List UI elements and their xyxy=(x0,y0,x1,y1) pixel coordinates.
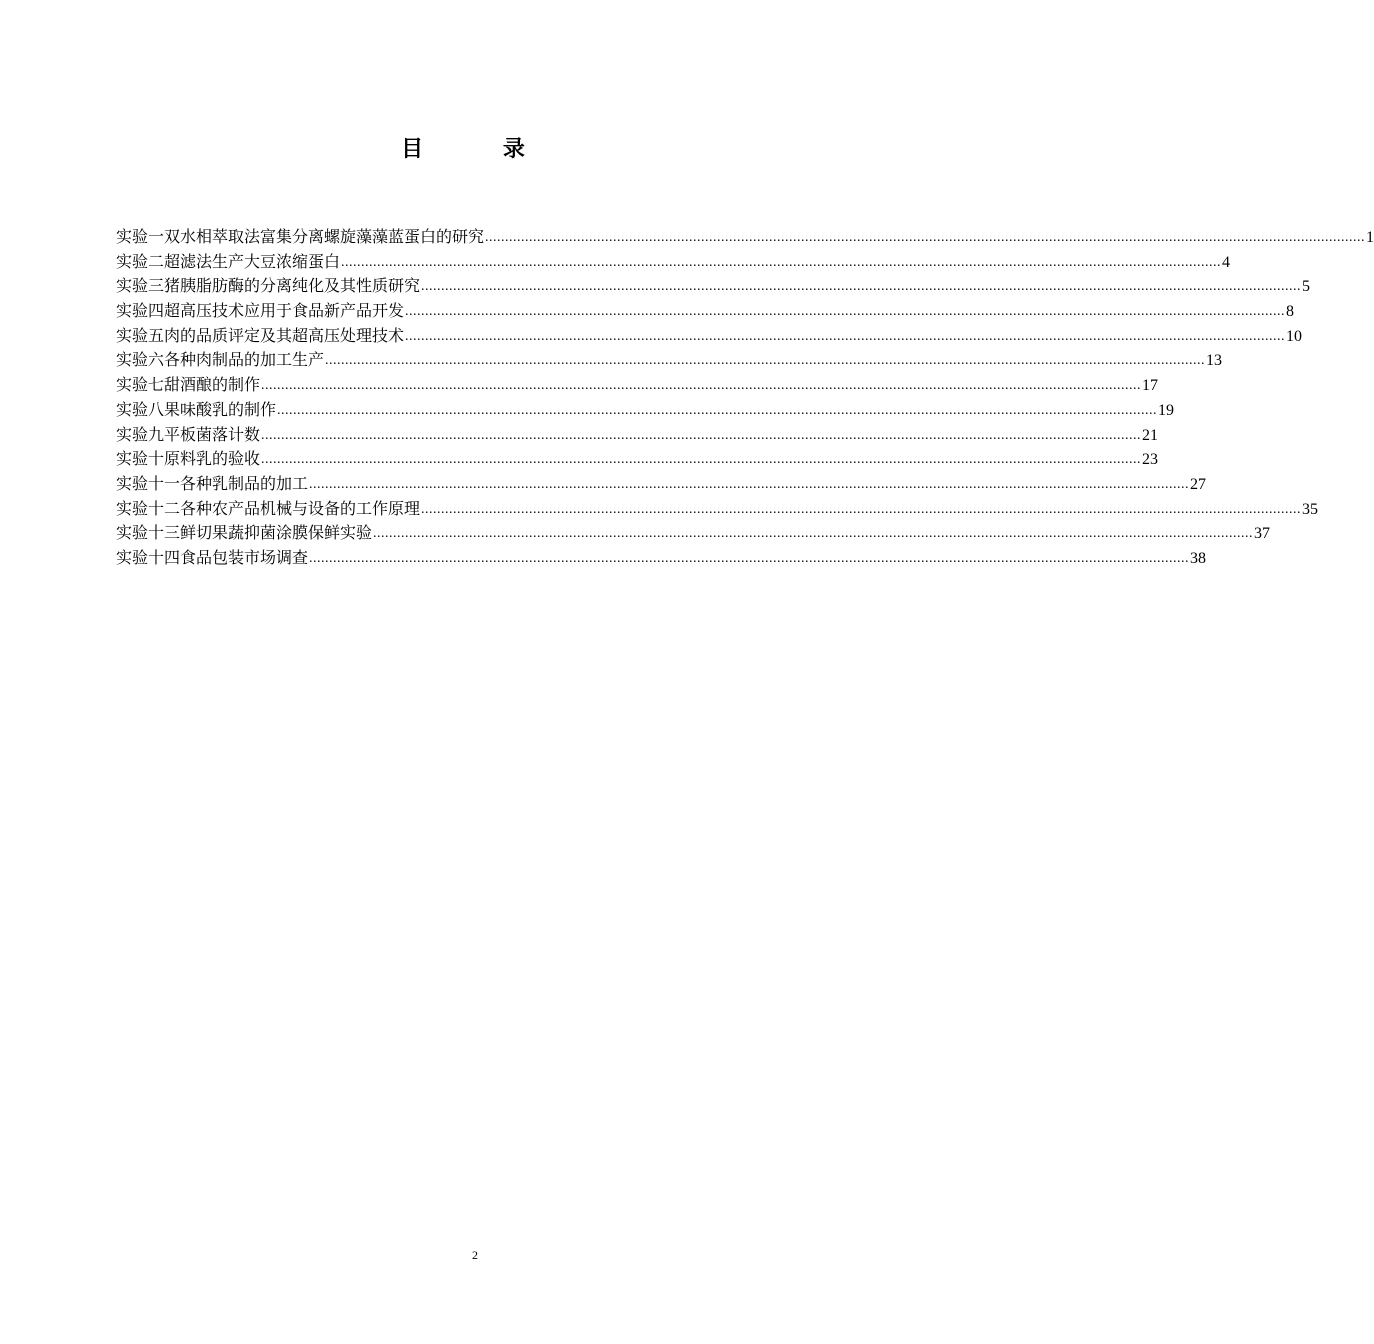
toc-leader-dots: ............................................................................................................................................................................................................................ xyxy=(325,353,1206,369)
toc-entry-page: 38 xyxy=(1190,549,1207,567)
toc-entry-page: 8 xyxy=(1286,303,1295,321)
toc-leader-dots: ............................................................................................................................................................................................................................ xyxy=(277,402,1158,418)
toc-entry[interactable] xyxy=(116,250,1231,275)
toc-entry-page: 21 xyxy=(1142,426,1159,444)
toc-leader-dots: ............................................................................................................................................................................................................................ xyxy=(421,279,1302,295)
toc-entry-label: 实验三 xyxy=(116,276,165,296)
toc-entry[interactable] xyxy=(116,472,1207,497)
toc-leader-dots: ............................................................................................................................................................................................................................ xyxy=(485,230,1366,245)
toc-entry-label: 实验四 xyxy=(116,301,165,321)
toc-entry-page: 1 xyxy=(1366,229,1374,246)
toc-leader-dots: ............................................................................................................................................................................................................................ xyxy=(341,254,1222,270)
toc-leader-dots: ............................................................................................................................................................................................................................ xyxy=(405,328,1286,344)
toc-leader-dots: ............................................................................................................................................................................................................................ xyxy=(309,550,1190,566)
toc-entry[interactable] xyxy=(116,299,1295,324)
toc-entry-page: 17 xyxy=(1142,377,1159,395)
toc-entry-page: 35 xyxy=(1302,500,1319,518)
toc-entry-label: 实验一 xyxy=(116,227,165,246)
toc-entry-title: 各种乳制品的加工 xyxy=(180,473,309,493)
toc-entry-title: 甜酒酿的制作 xyxy=(164,375,261,395)
toc-entry-label: 实验九 xyxy=(116,424,165,444)
toc-entry-page: 5 xyxy=(1302,278,1311,296)
toc-leader-dots: ............................................................................................................................................................................................................................ xyxy=(421,501,1302,517)
toc-leader-dots: ............................................................................................................................................................................................................................ xyxy=(309,476,1190,492)
toc-entry-label: 实验二 xyxy=(116,251,165,271)
toc-entry-page: 23 xyxy=(1142,451,1159,469)
toc-entry[interactable] xyxy=(116,521,1271,546)
toc-entry[interactable] xyxy=(116,373,1159,398)
toc-entry-page: 37 xyxy=(1254,525,1271,543)
toc-entry-title: 果味酸乳的制作 xyxy=(164,399,277,419)
toc-entry-title: 各种肉制品的加工生产 xyxy=(164,350,325,370)
toc-entry[interactable] xyxy=(116,497,1319,522)
page-title: 目 录 xyxy=(401,137,561,162)
toc-entry-label: 实验八 xyxy=(116,399,165,419)
toc-leader-dots: ............................................................................................................................................................................................................................ xyxy=(261,378,1142,394)
toc-entry-label: 实验十二 xyxy=(116,498,181,518)
toc-entry-title: 双水相萃取法富集分离螺旋藻藻蓝蛋白的研究 xyxy=(164,227,485,246)
toc-entry[interactable] xyxy=(116,423,1159,448)
toc-entry[interactable] xyxy=(116,274,1311,299)
toc-entry-page: 10 xyxy=(1286,327,1303,345)
toc-entry[interactable] xyxy=(116,546,1207,571)
toc-entry-page: 27 xyxy=(1190,475,1207,493)
toc-leader-dots: ............................................................................................................................................................................................................................ xyxy=(405,304,1286,320)
toc-entry-label: 实验七 xyxy=(116,375,165,395)
toc-entry-page: 4 xyxy=(1222,253,1231,271)
toc-entry-label: 实验十四 xyxy=(116,547,181,567)
page-number: 2 xyxy=(472,1248,478,1262)
toc-entry-title: 平板菌落计数 xyxy=(164,424,261,444)
toc-entry[interactable] xyxy=(116,398,1175,423)
toc-entry[interactable] xyxy=(116,324,1303,349)
toc-entry[interactable] xyxy=(116,447,1159,472)
toc-entry-label: 实验六 xyxy=(116,350,165,370)
toc-entry-page: 19 xyxy=(1158,401,1175,419)
toc-entry-title: 食品包装市场调查 xyxy=(180,547,309,567)
toc-entry-page: 13 xyxy=(1206,352,1223,370)
toc-entry-title: 鲜切果蔬抑菌涂膜保鲜实验 xyxy=(180,523,373,543)
toc-entry-label: 实验十三 xyxy=(116,523,181,543)
toc-entry[interactable] xyxy=(116,225,1374,250)
toc-entry-title: 肉的品质评定及其超高压处理技术 xyxy=(164,325,405,345)
toc-entry-label: 实验五 xyxy=(116,325,165,345)
toc-leader-dots: ............................................................................................................................................................................................................................ xyxy=(261,452,1142,468)
toc-entry-title: 超高压技术应用于食品新产品开发 xyxy=(164,301,405,321)
table-of-contents xyxy=(116,225,1374,571)
toc-entry-label: 实验十一 xyxy=(116,473,181,493)
toc-entry-title: 各种农产品机械与设备的工作原理 xyxy=(180,498,421,518)
toc-entry-title: 猪胰脂肪酶的分离纯化及其性质研究 xyxy=(164,276,421,296)
toc-entry-label: 实验十 xyxy=(116,449,165,469)
toc-leader-dots: ............................................................................................................................................................................................................................ xyxy=(373,526,1254,542)
toc-leader-dots: ............................................................................................................................................................................................................................ xyxy=(261,427,1142,443)
toc-entry-title: 原料乳的验收 xyxy=(164,449,261,469)
toc-entry-title: 超滤法生产大豆浓缩蛋白 xyxy=(164,251,341,271)
toc-entry[interactable] xyxy=(116,348,1223,373)
